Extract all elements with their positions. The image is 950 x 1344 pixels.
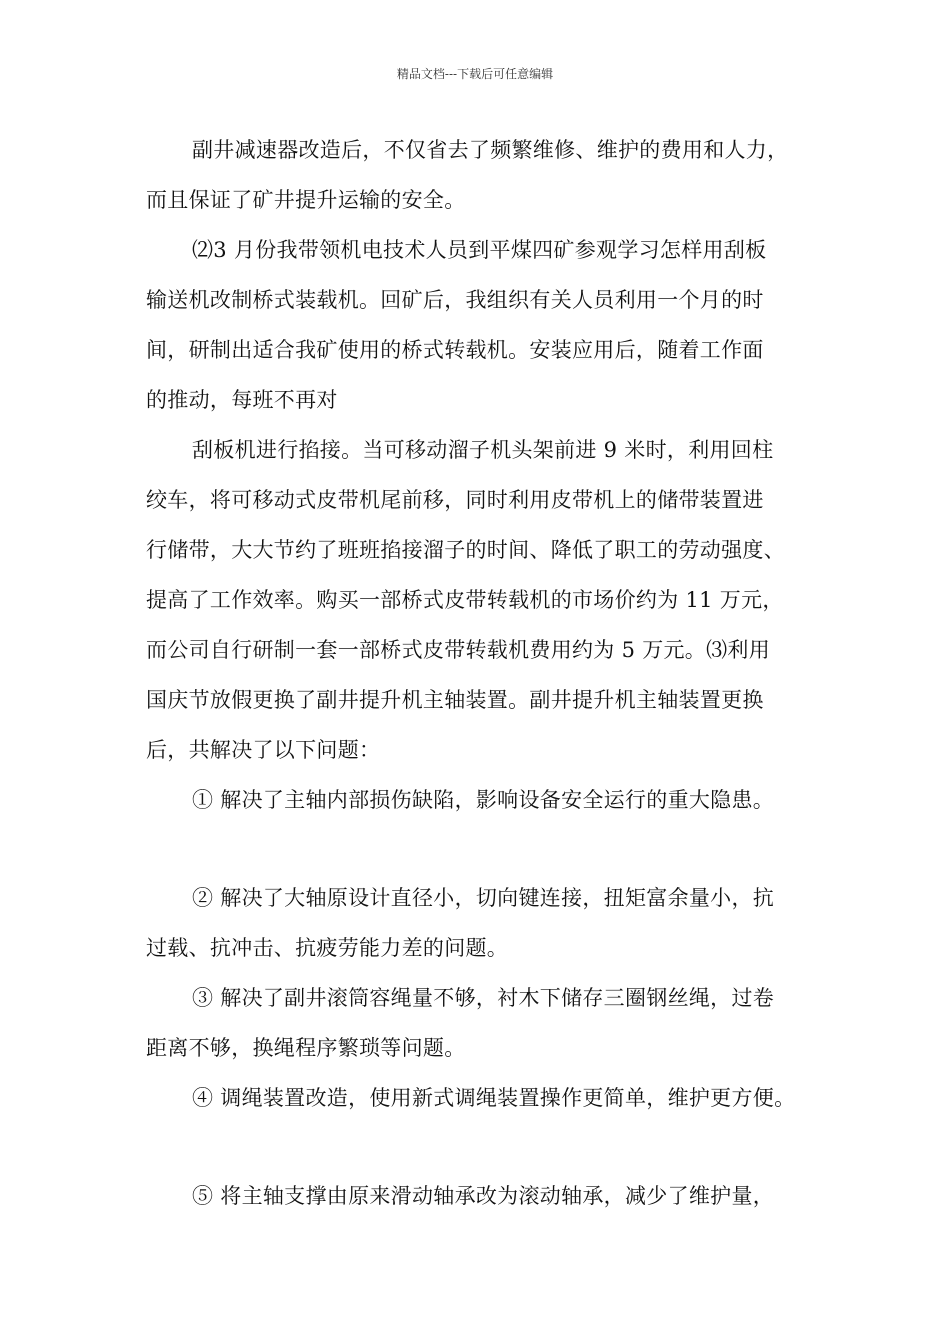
text-line: 间，研制出适合我矿使用的桥式转载机。安装应用后，随着工作面 <box>146 338 764 362</box>
paragraph-3 <box>146 425 814 775</box>
text-line: 提高了工作效率。购买一部桥式皮带转载机的市场价约为 11 万元， <box>146 588 784 612</box>
text-line: 行储带，大大节约了班班掐接溜子的时间、降低了职工的劳动强度、 <box>146 538 785 562</box>
page-header: 精品文档---下载后可任意编辑 <box>396 67 554 81</box>
text-line: ④ 调绳装置改造，使用新式调绳装置操作更简单，维护更方便。 <box>192 1086 796 1110</box>
text-line: 距离不够，换绳程序繁琐等问题。 <box>146 1036 466 1060</box>
list-item-4 <box>146 1073 814 1123</box>
text-line: ⑤ 将主轴支撑由原来滑动轴承改为滚动轴承，减少了维护量， <box>192 1184 775 1208</box>
text-line: ⑵3 月份我带领机电技术人员到平煤四矿参观学习怎样用刮板 <box>192 238 767 262</box>
list-item-1 <box>146 775 814 825</box>
text-line: 而公司自行研制一套一部桥式皮带转载机费用约为 5 万元。⑶利用 <box>146 638 771 662</box>
text-line: 国庆节放假更换了副井提升机主轴装置。副井提升机主轴装置更换 <box>146 688 764 712</box>
list-item-3 <box>146 973 814 1073</box>
text-line: 后，共解决了以下问题： <box>146 738 381 762</box>
text-line: 的推动，每班不再对 <box>146 388 338 412</box>
text-line: 刮板机进行掐接。当可移动溜子机头架前进 9 米时，利用回柱 <box>192 438 774 462</box>
text-line: 副井减速器改造后，不仅省去了频繁维修、维护的费用和人力， <box>192 138 789 162</box>
list-item-2 <box>146 873 814 973</box>
text-line: ① 解决了主轴内部损伤缺陷，影响设备安全运行的重大隐患。 <box>192 788 775 812</box>
text-line: 输送机改制桥式装载机。回矿后，我组织有关人员利用一个月的时 <box>146 288 764 312</box>
text-line: ③ 解决了副井滚筒容绳量不够，衬木下储存三圈钢丝绳，过卷 <box>192 986 775 1010</box>
text-line: 过载、抗冲击、抗疲劳能力差的问题。 <box>146 936 509 960</box>
text-line: 绞车，将可移动式皮带机尾前移，同时利用皮带机上的储带装置进 <box>146 488 764 512</box>
list-item-5 <box>146 1171 814 1221</box>
paragraph-1 <box>146 125 814 225</box>
paragraph-2 <box>146 225 814 425</box>
text-line: ② 解决了大轴原设计直径小，切向键连接，扭矩富余量小，抗 <box>192 886 775 910</box>
text-line: 而且保证了矿井提升运输的安全。 <box>146 188 466 212</box>
